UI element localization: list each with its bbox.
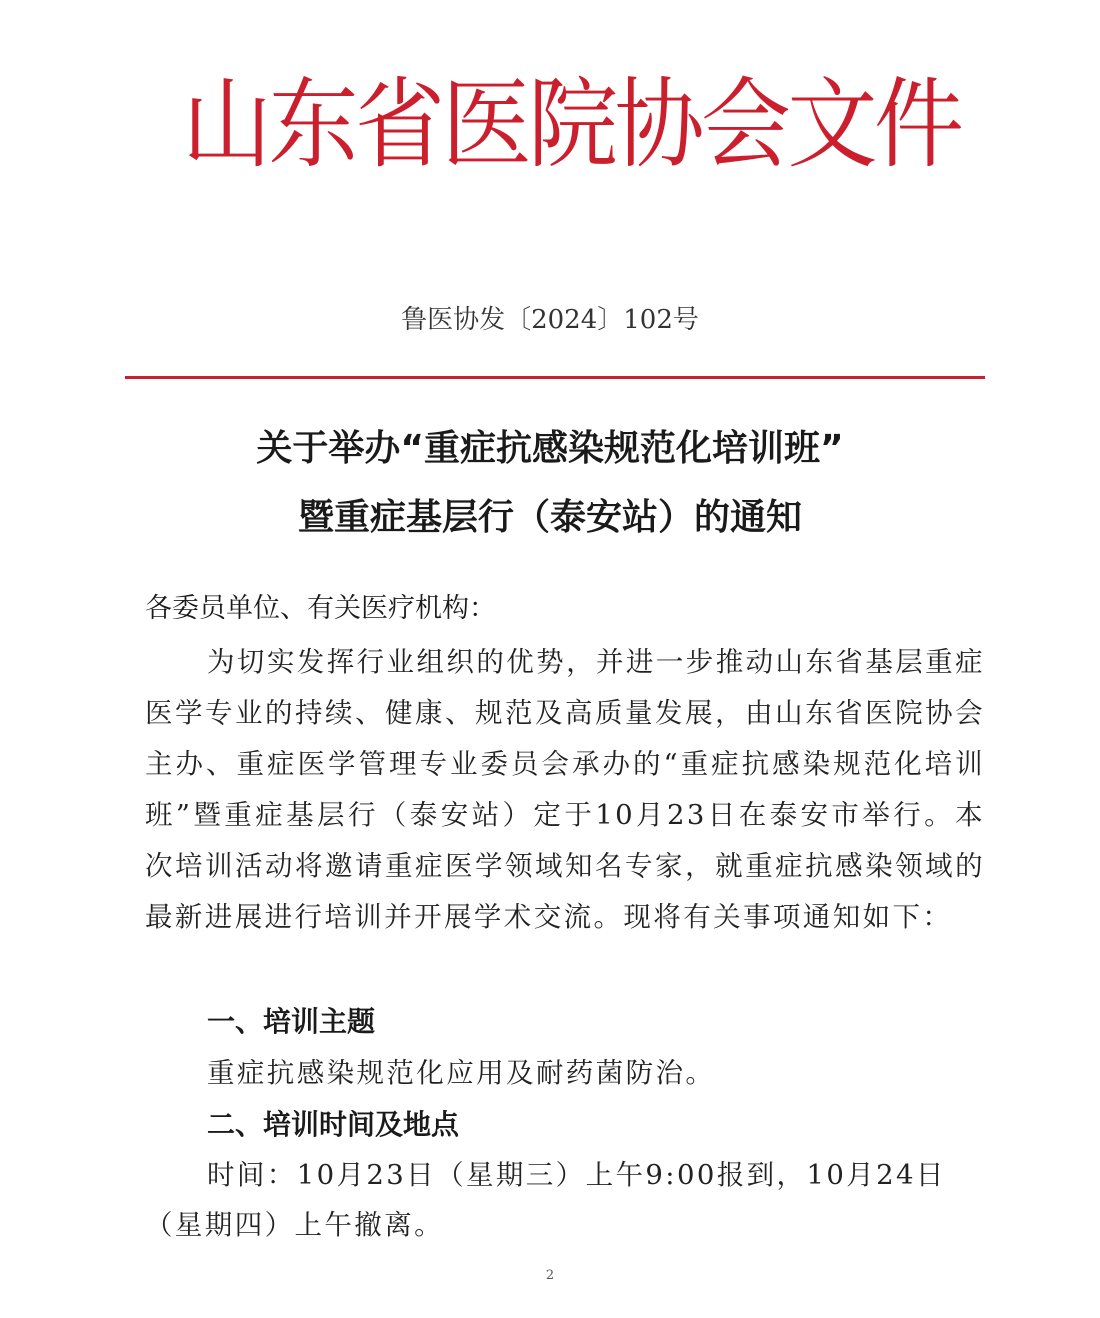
- notice-title-line2: 暨重症基层行（泰安站）的通知: [297, 497, 802, 538]
- section1-text: 重症抗感染规范化应用及耐药菌防治。: [207, 1057, 716, 1089]
- page-number: 2: [545, 1268, 555, 1283]
- red-divider-line: [125, 376, 985, 379]
- intro-paragraph: 为切实发挥行业组织的优势，并进一步推动山东省基层重症医学专业的持续、健康、规范及高质量发展，由山东省医院协会主办、重症医学管理专业委员会承办的“重症抗感染规范化培训班”暨重症基层行（泰安站）定于10月23日在泰安市举行。本次培训活动将邀请重症医学领域知名专家，就重症抗感染领域的最新进展进行培训并开展学术交流。现将有关事项通知如下：: [145, 646, 985, 933]
- document-number: 鲁医协发〔2024〕102号: [401, 305, 699, 335]
- notice-title-line1: 关于举办“重症抗感染规范化培训班”: [256, 428, 844, 469]
- section1-heading: 一、培训主题: [207, 1005, 376, 1038]
- section2-heading: 二、培训时间及地点: [207, 1108, 460, 1141]
- org-header-title: 山东省医院协会文件: [182, 68, 961, 182]
- section2-time: 时间：10月23日（星期三）上午9:00报到，10月24日（星期四）上午撤离。: [145, 1159, 946, 1241]
- salutation: 各委员单位、有关医疗机构：: [145, 593, 496, 624]
